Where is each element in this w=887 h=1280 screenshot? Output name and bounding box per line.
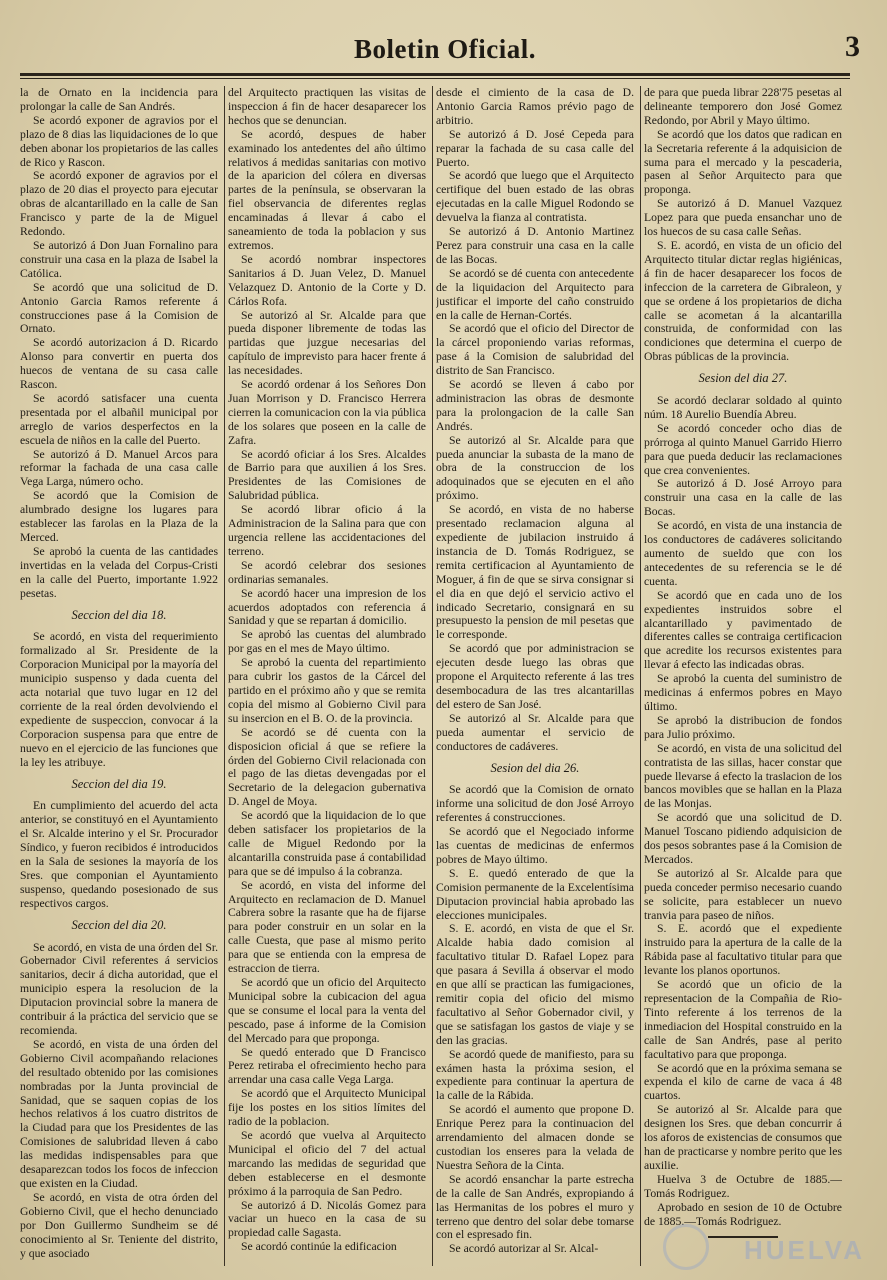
section-heading: Sesion del dia 27.: [698, 371, 788, 386]
paragraph: Se acordó que un oficio de la representacion de la Compañia de Rio-Tinto referente á los terrenos de la inmediacion del Hospital construido en la calle de San Andrés, pase al perito facultativo para que proponga.: [644, 978, 842, 1061]
paragraph: del Arquitecto practiquen las visitas de inspeccion á fin de hacer desaparecer los hechos que se denuncian.: [228, 86, 426, 127]
paragraph: Se autorizó á Don Juan Fornalino para construir una casa en la plaza de Isabel la Católica.: [20, 238, 218, 280]
paragraph: la de Ornato en la incidencia para prolongar la calle de San Andrés.: [20, 86, 218, 113]
paragraph: Se aprobó la cuenta del suministro de medicinas á enfermos pobres en Mayo último.: [644, 672, 842, 713]
paragraph: Se acordó, en vista de otra órden del Gobierno Civil, que el hecho denunciado por Don Guillermo Sundheim se dé conocimiento al Sr. Teniente del distrito, y que asociado: [20, 1190, 218, 1260]
paragraph: Se acordó que el Negociado informe las cuentas de medicinas de enfermos pobres de Mayo último.: [436, 825, 634, 866]
archive-stamp-shield-icon: [663, 1224, 709, 1270]
column-divider: [432, 86, 433, 1266]
paragraph: Huelva 3 de Octubre de 1885.— Tomás Rodriguez.: [644, 1172, 842, 1200]
paragraph: Aprobado en sesion de 10 de Octubre de 1885.—Tomás Rodriguez.: [644, 1200, 842, 1228]
paragraph: Se acordó conceder ocho dias de prórroga al quinto Manuel Garrido Hierro para que pueda deducir las reclamaciones que crea convenientes.: [644, 421, 842, 477]
paragraph: Se autorizó á D. Manuel Vazquez Lopez para que pueda ensanchar uno de los huecos de su casa calle Señas.: [644, 197, 842, 239]
column-1: [20, 86, 218, 1266]
paragraph: Se acordó que vuelva al Arquitecto Municipal el oficio del 7 del actual marcando las medidas de seguridad que deben establecerse en el desmonte próximo á la parroquia de San Pedro.: [228, 1128, 426, 1198]
masthead: [20, 30, 870, 74]
paragraph: Se autorizó al Sr. Alcalde para que pueda disponer libremente de todas las partidas que juzgue necesarias del capítulo de imprevisto para hacer frente á las necesidades.: [228, 308, 426, 378]
text-columns: [20, 86, 870, 1266]
paragraph: En cumplimiento del acuerdo del acta anterior, se constituyó en el Ayuntamiento el Sr. Alcalde interino y el Sr. Procurador Síndico, y fueron recibidos é introducidos en la Sala de sesiones la mayoría de los Sres. que componian el Ayuntamiento suspenso, quedando posesionado de sus respectivos cargos.: [20, 799, 218, 910]
paragraph: Se autorizó al Sr. Alcalde para que pueda anunciar la subasta de la mano de obra de la construccion de los adoquinados que se ejecuten en el año próximo.: [436, 433, 634, 503]
paragraph: Se acordó nombrar inspectores Sanitarios á D. Juan Velez, D. Manuel Velazquez D. Antonio de la Corte y D. Cárlos Rofa.: [228, 252, 426, 308]
paragraph: Se acordó que un oficio del Arquitecto Municipal sobre la cubicacion del agua que se consume el local para la venta del pescado, pase á informe de la Comision del Mercado para que proponga.: [228, 976, 426, 1045]
section-heading: Sesion del dia 26.: [490, 760, 580, 775]
paragraph: S. E. acordó, en vista de un oficio del Arquitecto titular dictar reglas higiénicas, á fin de hacer desaparecer los focos de infeccion de la carretera de Gibraleon, y que se ordene á los propietarios de dicha calle se acometan á la alcantarilla construida, de conformidad con las condiciones que determina el cuerpo de Obras públicas de la provincia.: [644, 238, 842, 364]
paragraph: Se acordó se dé cuenta con la disposicion oficial á que se refiere la órden del Gobierno Civil relacionada con el pago de las dietas devengadas por el Secretario de la delegacion gubernativa D. Angel de Moya.: [228, 725, 426, 809]
paragraph: Se autorizó á D. Nicolás Gomez para vaciar un hueco en la casa de su propiedad calle Sagasta.: [228, 1198, 426, 1240]
paragraph: Se acordó se dé cuenta con antecedente de la liquidacion del Arquitecto para justificar el importe del caño construido en la calle de Hernan-Cortés.: [436, 266, 634, 322]
paragraph: Se autorizó á D. Manuel Arcos para reformar la fachada de una casa calle Vega Larga, número ocho.: [20, 447, 218, 489]
paragraph: Se acordó, en vista del requerimiento formalizado al Sr. Presidente de la Corporacion Municipal por la mayoría del municipio suspenso y dada cuenta del acta notarial que tuvo lugar en 12 del corriente de la real órden devolviendo el expediente de suspeccion, convocar á la Corporacion suspensa para que entre de nuevo en el ejercicio de las funciones que la ley les atribuye.: [20, 630, 218, 769]
paragraph: Se acordó, en vista de no haberse presentado reclamacion alguna al expediente de jubilacion instruido á instancia de D. Tomás Rodriguez, se remita certificacion al Ayuntamiento de Moguer, á fin de que se sirva consignar si el dia en que dejó el servicio activo el indicado Secretario, consignará en su presupuesto la pension de mil pesetas que le corresponde.: [436, 503, 634, 642]
paragraph: Se acordó que por administracion se ejecuten desde luego las obras que propone el Arquitecto referente á las tres desembocadura de las tres alcantarillas del estero de San José.: [436, 642, 634, 711]
header-rule: [20, 73, 850, 76]
section-heading: Seccion del dia 19.: [71, 776, 167, 791]
section-heading: Seccion del dia 20.: [71, 917, 167, 932]
paragraph: Se acordó satisfacer una cuenta presentada por el albañil municipal por arreglo de varios desperfectos en la escuela de niños en la calle del Puerto.: [20, 391, 218, 447]
paragraph: Se acordó que los datos que radican en la Secretaria referente á la adquisicion de suma para el mercado y la pescaderia, pasen al Señor Arquitecto para que proponga.: [644, 127, 842, 197]
paragraph: Se aprobó la cuenta de las cantidades invertidas en la velada del Corpus-Cristi en la calle del Puerto, importante 1.922 pesetas.: [20, 544, 218, 600]
paragraph: Se acordó, en vista de una órden del Gobierno Civil acompañando relaciones del resultado obtenido por las comisiones nombradas por la Junta provincial de Sanidad, que se saquen copias de los hechos relativos á los cuatro distritos de la Ciudad para que los Presidentes de las Comisiones de salubridad lleven á cabo las medidas indispensables para que desaparezcan todos los focos de infeccion que existen en la Ciudad.: [20, 1037, 218, 1190]
paragraph: Se acordó hacer una impresion de los acuerdos adoptados con referencia á Sanidad y que se repartan á domicilio.: [228, 586, 426, 628]
page-title: Boletin Oficial.: [354, 34, 536, 64]
paragraph: Se autorizó á D. Antonio Martinez Perez para construir una casa en la calle de las Bocas.: [436, 225, 634, 266]
paragraph: Se acordó que el Arquitecto Municipal fije los postes en los sitios límites del radio de la poblacion.: [228, 1087, 426, 1129]
paragraph: Se acordó, en vista de una instancia de los conductores de cadáveres solicitando aumento de sueldo que con los antecedentes de su referencia se le dé cuenta.: [644, 519, 842, 588]
paragraph: Se autorizó á D. José Cepeda para reparar la fachada de su casa calle del Puerto.: [436, 127, 634, 169]
paragraph: Se acordó, en vista de una solicitud del contratista de las sillas, hacer constar que puede llevarse á efecto la traslacion de los bancos movibles que se hallan en la Plaza de las Monjas.: [644, 741, 842, 811]
paragraph: Se acordó se lleven á cabo por administracion las obras de desmonte para la prolongacion de la calle San Andrés.: [436, 378, 634, 433]
paragraph: Se acordó ordenar á los Señores Don Juan Morrison y D. Francisco Herrera cierren la comunicacion con la via pública de los solares que poseen en la calle de Zafra.: [228, 378, 426, 447]
paragraph: Se acordó declarar soldado al quinto núm. 18 Aurelio Buendía Abreu.: [644, 394, 842, 421]
paragraph: Se acordó el aumento que propone D. Enrique Perez para la continuacion del arrendamiento del almacen donde se custodian los enseres para la velada de Nuestra Señora de la Cinta.: [436, 1103, 634, 1172]
column-4: [644, 86, 842, 1266]
paragraph: Se acordó continúe la edificacion: [241, 1240, 397, 1254]
paragraph: Se aprobó la distribucion de fondos para Julio próximo.: [644, 713, 842, 741]
paragraph: Se acordó ensanchar la parte estrecha de la calle de San Andrés, expropiando á las Hermanitas de los pobres el muro y terreno que dentro del solar debe tomarse con el espresado fin.: [436, 1172, 634, 1242]
paragraph: Se acordó exponer de agravios por el plazo de 8 dias las liquidaciones de lo que deben abonar los propietarios de las calles de Rico y Rascon.: [20, 113, 218, 169]
column-divider: [640, 86, 641, 1266]
column-2: [228, 86, 426, 1266]
paragraph: Se acordó que la Comision de ornato informe una solicitud de don José Arroyo referentes á construcciones.: [436, 783, 634, 825]
paragraph: S. E. acordó, en vista de que el Sr. Alcalde habia dado comision al facultativo titular D. Rafael Lopez para que pasara á Sevilla á observar el modo en que allí se practican las fumigaciones, remitir copia del oficio del mismo facultativo al Señor Gobernador civil, y que se satisfagan los gastos de viaje y se den las gracias.: [436, 922, 634, 1047]
paragraph: Se autorizó al Sr. Alcalde para que designen los Sres. que deban concurrir á los aforos de existencias de consumos que han de practicarse y nombre perito que les auxilie.: [644, 1103, 842, 1172]
paragraph: Se acordó celebrar dos sesiones ordinarias semanales.: [228, 558, 426, 586]
paragraph: Se quedó enterado que D Francisco Perez retiraba el ofrecimiento hecho para arrendar una casa calle Vega Larga.: [228, 1045, 426, 1087]
paragraph: Se aprobó las cuentas del alumbrado por gas en el mes de Mayo último.: [228, 628, 426, 656]
paragraph: Se acordó que una solicitud de D. Antonio Garcia Ramos referente á construcciones pase á la Comision de Ornato.: [20, 280, 218, 336]
paragraph: S. E. acordó que el expediente instruido para la apertura de la calle de la Rábida pase al facultativo titular para que levante los planos oportunos.: [644, 922, 842, 978]
paragraph: de para que pueda librar 228'75 pesetas al delineante temporero don José Gomez Redondo, por Abril y Mayo último.: [644, 86, 842, 127]
paragraph: Se acordó autorizar al Sr. Alcal-: [449, 1242, 599, 1256]
paragraph: Se acordó que en cada uno de los expedientes instruidos sobre el alcantarillado y pavimentado de diferentes calles se contraiga certificacion que acredite los recursos existentes para llevar á efecto las indicadas obras.: [644, 588, 842, 672]
page-number: 3: [845, 30, 860, 63]
paragraph: Se acordó oficiar á los Sres. Alcaldes de Barrio para que auxilien á los Sres. Presidentes de las Comisiones de Salubridad pública.: [228, 447, 426, 503]
paragraph: Se acordó que la liquidacion de lo que deben satisfacer los propietarios de la calle de Miguel Redondo por la alcantarilla construida pase á contabilidad para que se dé impulso á la cobranza.: [228, 809, 426, 878]
column-3: [436, 86, 634, 1266]
paragraph: Se acordó, despues de haber examinado los antedentes del año último relativos á medidas sanitarias con motivo de la aparicion del cólera en diversas partes de la península, se observaran la fiel observancia de diferentes reglas encaminadas á llevar á cabo el saneamiento de toda la poblacion y sus extremos.: [228, 127, 426, 252]
section-heading: Seccion del dia 18.: [71, 607, 167, 622]
paragraph: Se acordó exponer de agravios por el plazo de 20 dias el proyecto para ejecutar obras de alcantarillado en la calle de San Francisco y parte de la de Miguel Redondo.: [20, 169, 218, 239]
paragraph: Se acordó que la Comision de alumbrado designe los lugares para establecer las farolas en la Plaza de la Merced.: [20, 489, 218, 544]
paragraph: Se acordó librar oficio á la Administracion de la Salina para que con urgencia rellene las accidentaciones del terreno.: [228, 503, 426, 558]
paragraph: Se aprobó la cuenta del repartimiento para cubrir los gastos de la Cárcel del partido en el próximo año y que se remita copia del mismo al Gobierno Civil para su insercion en el B. O. de la provincia.: [228, 656, 426, 725]
paragraph: Se acordó autorizacion á D. Ricardo Alonso para convertir en puerta dos huecos de ventana de su casa calle Rascon.: [20, 336, 218, 392]
paragraph: Se acordó quede de manifiesto, para su exámen hasta la próxima sesion, el expediente para continuar la apertura de la calle de la Rábida.: [436, 1047, 634, 1103]
paragraph: Se autorizó al Sr. Alcalde para que pueda aumentar el servicio de conductores de cadáveres.: [436, 711, 634, 753]
archive-watermark: HUELVA: [743, 1235, 865, 1265]
paragraph: desde el cimiento de la casa de D. Antonio Garcia Ramos prévio pago de arbitrio.: [436, 86, 634, 127]
header-rule-thin: [20, 78, 850, 79]
column-divider: [224, 86, 225, 1266]
paragraph: Se autorizó al Sr. Alcalde para que pueda conceder permiso necesario cuando se solicite, para establecer un nuevo tranvia para paseo de niños.: [644, 866, 842, 922]
paragraph: Se acordó que una solicitud de D. Manuel Toscano pidiendo adquisicion de dos pesos sobrantes pase á la Comision de Mercados.: [644, 811, 842, 866]
paragraph: S. E. quedó enterado de que la Comision permanente de la Excelentísima Diputacion provincial habia aprobado las elecciones municipales.: [436, 866, 634, 922]
paragraph: Se acordó, en vista del informe del Arquitecto en reclamacion de D. Manuel Cabrera sobre la rasante que ha de fijarse para poder construir en un solar en la calle Cuesta, que pase al mismo perito para que se entienda con la empresa de estraccion de tierra.: [228, 878, 426, 976]
paragraph: Se acordó que el oficio del Director de la cárcel proponiendo varias reformas, pase á la Comision de salubridad del distrito de San Francisco.: [436, 322, 634, 378]
paragraph: Se acordó, en vista de una órden del Sr. Gobernador Civil referentes á servicios sanitarios, decir á dicha autoridad, que el municipio espera la resolucion de la Diputacion provincial sobre la manera de contribuir á la práctica del servicio que se recomienda.: [20, 940, 218, 1037]
paragraph: Se autorizó á D. José Arroyo para construir una casa en la calle de las Bocas.: [644, 477, 842, 519]
paragraph: Se acordó que en la próxima semana se expenda el kilo de carne de vaca á 48 cuartos.: [644, 1061, 842, 1103]
paragraph: Se acordó que luego que el Arquitecto certifique del buen estado de las obras ejecutadas en la calle Miguel Rodondo se devuelva la fianza al contratista.: [436, 169, 634, 225]
